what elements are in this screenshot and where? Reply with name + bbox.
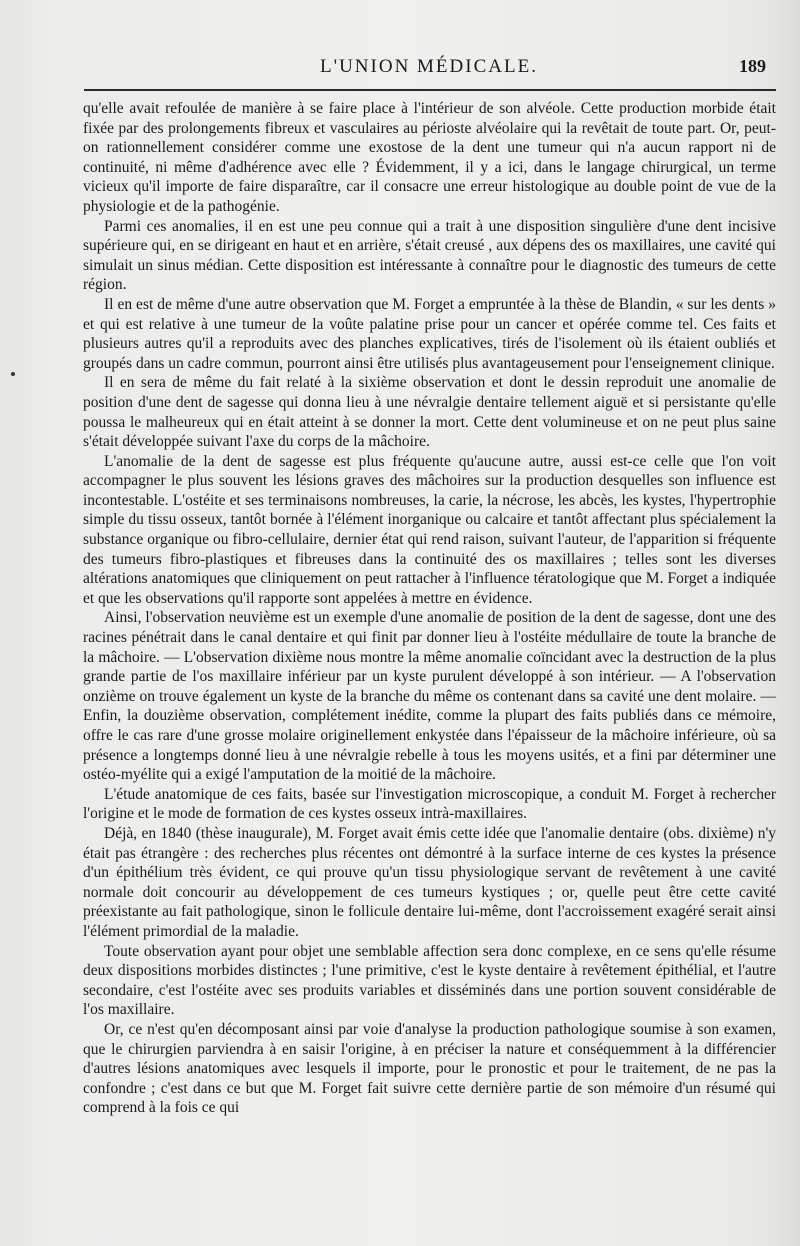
paragraph: Ainsi, l'observation neuvième est un exemple d'une anomalie de position de la dent de sagesse, dont une des racines pénétrait dans le canal dentaire et qui finit par donner lieu à l'ostéite médullaire de toute la branche de la mâchoire. — L'observation dixième nous montre la même anomalie coïncidant avec la destruction de la plus grande partie de l'os maxillaire inférieur par un kyste purulent développé à son intérieur. — A l'observation onzième on trouve également un kyste de la branche du même os contenant dans sa cavité une dent molaire. — Enfin, la douzième observation, complétement inédite, comme la plupart des faits publiés dans ce mémoire, offre le cas rare d'une grosse molaire originellement enkystée dans l'épaisseur de la mâchoire inférieure, où sa présence a longtemps donné lieu à une névralgie rebelle à tous les moyens usités, et a fini par déterminer une ostéo-myélite qui a exigé l'amputation de la moitié de la mâchoire. (83, 609, 776, 784)
paragraph: L'anomalie de la dent de sagesse est plus fréquente qu'aucune autre, aussi est-ce celle que l'on voit accompagner le plus souvent les lésions graves des mâchoires sur la production desquelles son influence est incontestable. L'ostéite et ses terminaisons nombreuses, la carie, la nécrose, les abcès, les kystes, l'hypertrophie simple du tissu osseux, tantôt bornée à l'élément inorganique ou calcaire et tantôt affectant plus spécialement la substance organique ou fibro-cellulaire, dernier état qui rend raison, suivant l'auteur, de l'apparition si fréquente des tumeurs fibro-plastiques et fibreuses dans la continuité des os maxillaires ; telles sont les diverses altérations anatomiques que cliniquement on peut rattacher à l'influence tératologique que M. Forget a indiquée et que les observations qu'il rapporte sont appelées à mettre en évidence. (83, 452, 776, 607)
paragraph-continuation: qu'elle avait refoulée de manière à se faire place à l'intérieur de son alvéole. Cette production morbide était fixée par des prolongements fibreux et vasculaires au périoste alvéolaire qui la revêtait de toute part. Or, peut-on rationnellement considérer comme une exostose de la dent une tumeur qui n'a aucun rapport ni de continuité, ni même d'adhérence avec elle ? Évidemment, il y a ici, dans le langage chirurgical, un terme vicieux qu'il importe de faire disparaître, car il consacre une erreur histologique au double point de vue de la physiologie et de la pathogénie. (83, 100, 776, 215)
header-rule (84, 89, 776, 91)
paragraph: Il en sera de même du fait relaté à la sixième observation et dont le dessin reproduit une anomalie de position d'une dent de sagesse qui donna lieu à une névralgie dentaire tellement aiguë et si persistante qu'elle poussa le malheureux qui en était atteint à se donner la mort. Cette dent volumineuse et on ne peut plus saine s'était développée suivant l'axe du corps de la mâchoire. (83, 374, 776, 451)
paragraph: Toute observation ayant pour objet une semblable affection sera donc complexe, en ce sens qu'elle résume deux dispositions morbides distinctes ; l'une primitive, c'est le kyste dentaire à revêtement épithélial, et l'autre secondaire, c'est l'ostéite avec ses produits variables et disséminés dans une portion souvent considérable de l'os maxillaire. (83, 942, 776, 1019)
page-number: 189 (739, 56, 766, 76)
paragraph: Or, ce n'est qu'en décomposant ainsi par voie d'analyse la production pathologique soumise à son examen, que le chirurgien parviendra à en saisir l'origine, à en préciser la nature et conséquemment à la différencier d'autres lésions anatomiques avec lesquels il importe, pour le pronostic et pour le traitement, de ne pas la confondre ; c'est dans ce but que M. Forget fait suivre cette dernière partie de son mémoire d'un résumé qui comprend à la fois ce qui (83, 1020, 776, 1117)
margin-mark (11, 372, 15, 376)
paragraph: Parmi ces anomalies, il en est une peu connue qui a trait à une disposition singulière d'une dent incisive supérieure qui, en se dirigeant en haut et en arrière, s'était creusé , aux dépens des os maxillaires, une cavité qui simulait un sinus médian. Cette disposition est intéressante à connaître pour le diagnostic des tumeurs de cette région. (83, 217, 776, 294)
running-title: L'UNION MÉDICALE. (320, 56, 538, 77)
paragraph: L'étude anatomique de ces faits, basée sur l'investigation microscopique, a conduit M. Forget à rechercher l'origine et le mode de formation de ces kystes osseux intrà-maxillaires. (83, 785, 776, 823)
page-header (84, 56, 774, 86)
paragraph: Déjà, en 1840 (thèse inaugurale), M. Forget avait émis cette idée que l'anomalie dentaire (obs. dixième) n'y était pas étrangère : des recherches plus récentes ont démontré à la surface interne de ces kystes la présence d'un épithélium très évident, ce qui prouve qu'un tissu physiologique servant de revêtement à une cavité normale doit concourir au développement de ces tumeurs kystiques ; or, quelle peut être cette cavité préexistante au fait pathologique, sinon le follicule dentaire lui-même, dont l'accroissement exagéré serait ainsi l'élément primordial de la maladie. (83, 824, 776, 940)
paragraph: Il en est de même d'une autre observation que M. Forget a empruntée à la thèse de Blandin, « sur les dents » et qui est relative à une tumeur de la voûte palatine prise pour un cancer et opérée comme tel. Ces faits et plusieurs autres qu'il a reproduits avec des planches explicatives, tirés de l'isolement où ils étaient oubliés et groupés dans un cadre commun, pourront ainsi être utilisés plus avantageusement pour l'enseignement clinique. (83, 295, 776, 372)
body-text (83, 99, 776, 1118)
